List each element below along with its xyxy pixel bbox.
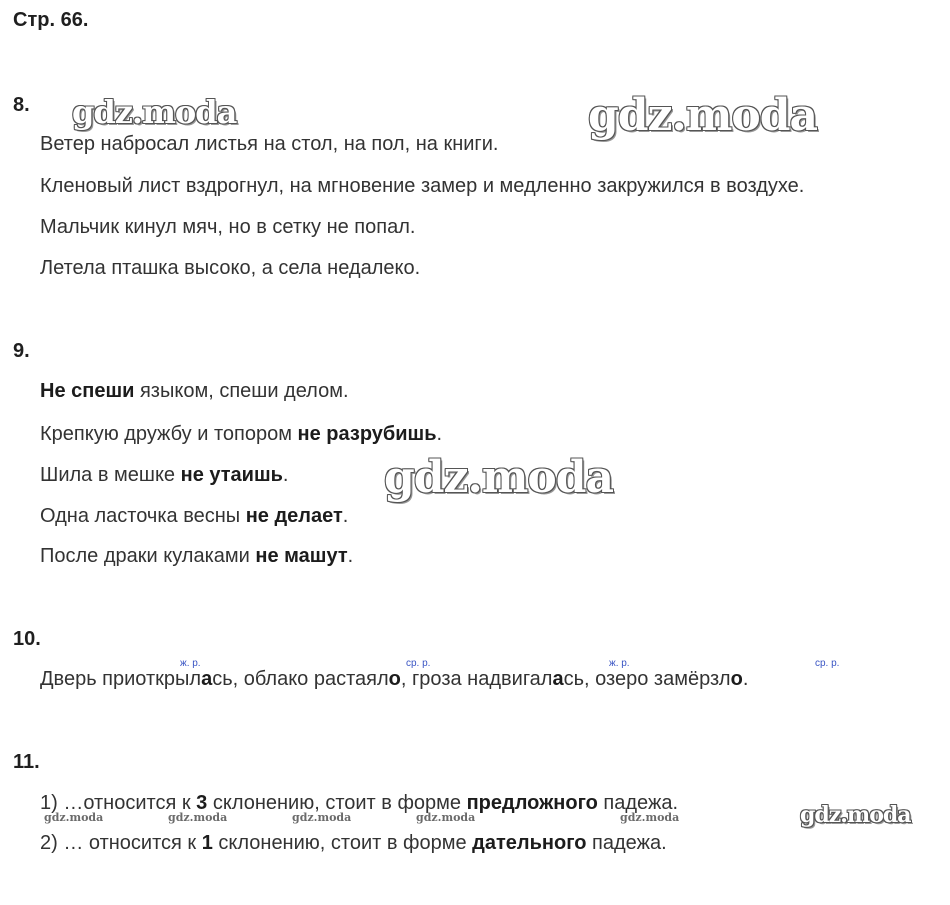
task-9-line-4: Одна ласточка весны не делает. (40, 505, 349, 527)
gender-label-2: ср. р. (406, 658, 431, 669)
watermark-logo: gdz.moda (384, 452, 614, 503)
watermark-logo: gdz.moda (588, 90, 818, 141)
task-9-highlight-5: не машут (255, 545, 348, 567)
watermark-logo: gdz.moda (416, 811, 476, 824)
task-9-highlight-1: Не спеши (40, 380, 135, 402)
gender-label-3: ж. р. (609, 658, 630, 669)
task-9-highlight-2: не разрубишь (297, 423, 437, 445)
task-9-highlight-4: не делает (245, 505, 343, 527)
task-9-line-5: После драки кулаками не машут. (40, 545, 354, 567)
task-8-line-2: Кленовый лист вздрогнул, на мгновение замер и медленно закружился в воздухе. (40, 175, 805, 197)
page-title: Стр. 66. (13, 9, 89, 31)
task-11-number: 11. (13, 751, 40, 773)
ending-1: а (201, 668, 213, 690)
task-8-number: 8. (13, 94, 30, 116)
watermark-logo: gdz.moda (72, 93, 237, 131)
task-8-line-3: Мальчик кинул мяч, но в сетку не попал. (40, 216, 416, 238)
watermark-logo: gdz.moda (620, 811, 680, 824)
ending-3: а (552, 668, 564, 690)
gender-label-1: ж. р. (180, 658, 201, 669)
task-10-line: Дверь приоткрылась, облако растаяло, гроза надвигалась, озеро замёрзло. (40, 668, 749, 690)
task-9-line-1: Не спеши языком, спеши делом. (40, 380, 349, 402)
task-11-line-2: 2) … относится к 1 склонению, стоит в форме дательного падежа. (40, 832, 667, 854)
task-8-line-1: Ветер набросал листья на стол, на пол, на книги. (40, 133, 499, 155)
task-9-highlight-3: не утаишь (180, 464, 283, 486)
gender-label-4: ср. р. (815, 658, 840, 669)
task-9-number: 9. (13, 340, 30, 362)
task-9-line-2: Крепкую дружбу и топором не разрубишь. (40, 423, 443, 445)
watermark-logo: gdz.moda (800, 802, 911, 828)
watermark-logo: gdz.moda (168, 811, 228, 824)
task-9-line-3: Шила в мешке не утаишь. (40, 464, 289, 486)
task-11-line-1: 1) …относится к 3 склонению, стоит в форме предложного падежа. (40, 792, 679, 814)
ending-2: о (388, 668, 401, 690)
task-8-line-4: Летела пташка высоко, а села недалеко. (40, 257, 421, 279)
watermark-logo: gdz.moda (292, 811, 352, 824)
task-10-number: 10. (13, 628, 41, 650)
watermark-logo: gdz.moda (44, 811, 104, 824)
ending-4: о (730, 668, 743, 690)
